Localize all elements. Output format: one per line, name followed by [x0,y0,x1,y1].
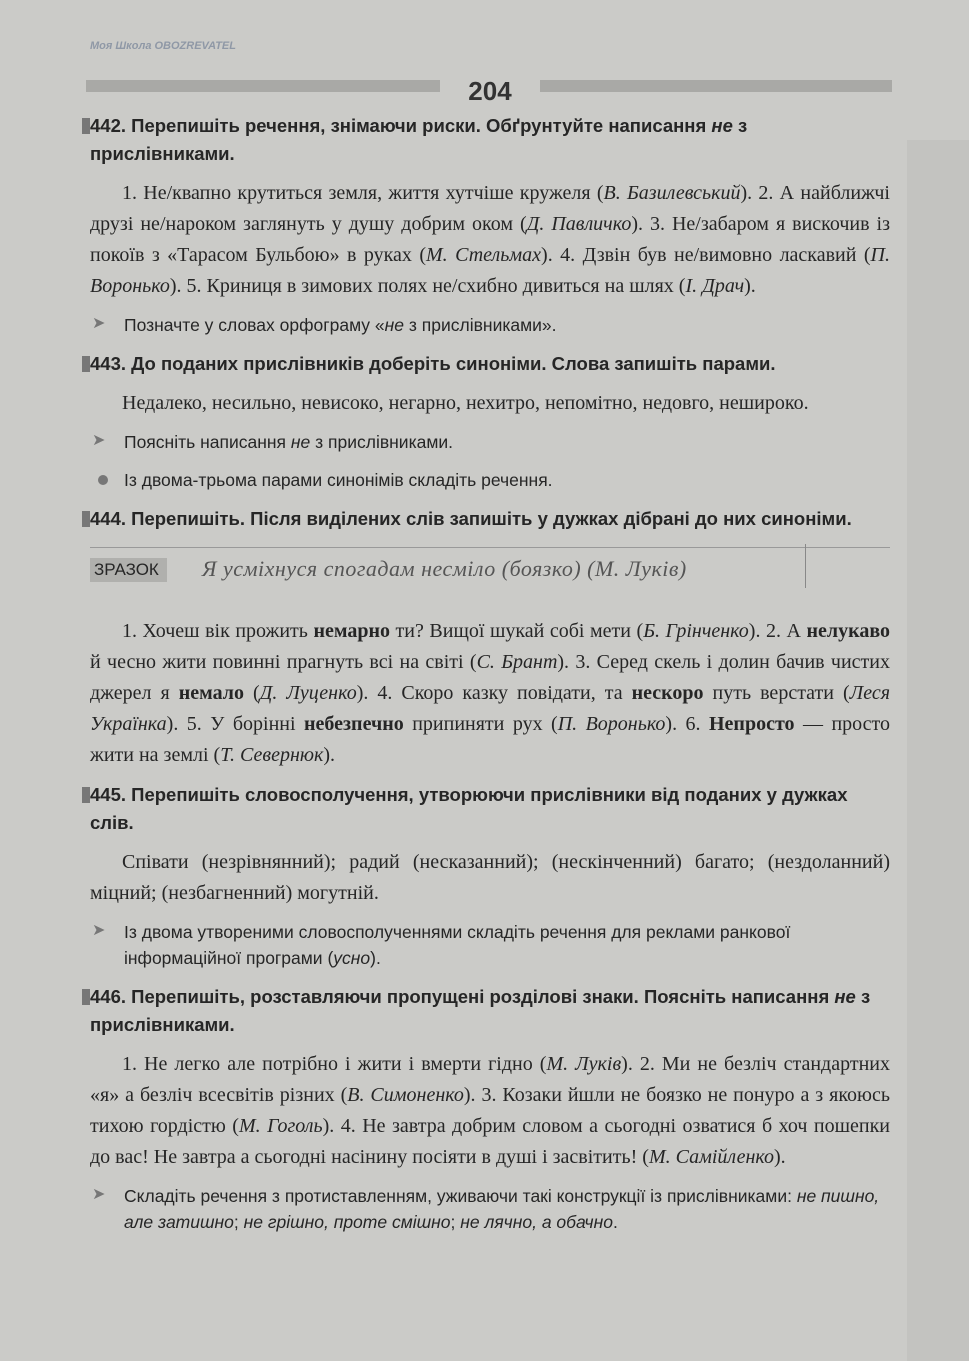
bullet-dot-icon [98,475,108,485]
text-segment: . [612,1212,618,1232]
highlighted-word: немарно [313,620,391,642]
author-or-italic-text: не грішно, проте смішно [243,1212,451,1232]
highlighted-word: нескоро [631,682,704,704]
text-segment: ). 2. А найближчі друзі не/нароком заглянуть у душу добрим оком ( [90,182,890,235]
text-segment: ). 3. Не/забаром я вискочив із покоїв з «Тарасом Бульбою» в руках ( [90,213,890,266]
author-or-italic-text: не [290,432,311,452]
highlighted-word: немало [178,682,244,704]
exercise-text [90,847,890,909]
text-segment: ). [370,948,381,968]
author-or-italic-text: І. Драч [685,275,745,297]
exercise-note [90,312,890,338]
author-or-italic-text: М. Самійленко [648,1146,775,1168]
sample-handwritten-text: Я усміхнуся спогадам несміло (боязко) (М. Луків) [202,556,687,581]
highlighted-word: нелукаво [806,620,891,642]
sample-box [90,547,890,594]
text-segment: ; [450,1212,461,1232]
text-segment: з прислівниками». [404,315,557,335]
text-segment: 443. До поданих прислівників доберіть синоніми. Слова запишіть парами. [90,353,776,374]
author-or-italic-text: В. Симоненко [347,1084,464,1106]
exercise-note [90,1183,890,1235]
author-or-italic-text: не [384,315,405,335]
text-segment: 1. Не легко але потрібно і жити і вмерти гідно ( [122,1053,547,1075]
author-or-italic-text: С. Брант [476,651,558,673]
author-or-italic-text: Д. Луценко [259,682,357,704]
exercise-heading [90,505,890,533]
text-segment: ). 3. Козаки йшли не боязко не понуро а з якоюсь тихою гордістю ( [90,1084,890,1137]
text-segment: ). 5. У борінні [166,713,304,735]
author-or-italic-text: М. Гоголь [238,1115,323,1137]
exercise-text [90,178,890,302]
pencil-arrow-icon: ➤ [92,432,106,449]
exercise-heading [90,112,890,168]
text-segment: 1. Хочеш вік прожить [122,620,314,642]
exercise-text [90,388,890,419]
highlighted-word: Непросто [709,713,795,735]
author-or-italic-text: М. Луків [546,1053,622,1075]
text-segment: з прислівниками. [90,986,871,1035]
page-number: 204 [440,76,540,107]
text-segment: ). [744,275,756,297]
text-segment: Позначте у словах орфограму « [124,315,385,335]
author-or-italic-text: П. Воронько [90,244,890,297]
text-segment: 446. Перепишіть, розставляючи пропущені розділові знаки. Поясніть написання [90,986,835,1007]
author-or-italic-text: Д. Павличко [526,213,632,235]
text-segment: ). 3. Серед скель і долин бачив чистих джерел я [90,651,890,704]
sample-label: ЗРАЗОК [90,558,167,582]
text-segment: Із двома-трьома парами синонімів складіть речення. [124,470,553,490]
text-segment: Співати (незрівнянний); радий (несказанний); (нескінченний) багато; (нездоланний) міцний; (незбагненний) могутній. [90,851,890,904]
text-segment: припиняти рух ( [403,713,558,735]
text-segment: ти? Вищої шукай собі мети ( [390,620,644,642]
text-segment: ). 4. Не завтра добрим словом а сьогодні озватися б хоч пошепки до вас! Не завтра а сьогодні насінину посіяти в душі і засвітить! ( [90,1115,890,1168]
text-segment: ). 5. Криниця в зимових полях не/схибно дивиться на шлях ( [169,275,686,297]
pencil-arrow-icon: ➤ [92,1186,106,1203]
highlighted-word: небезпечно [304,713,404,735]
exercise-heading [90,781,890,837]
exercise-note [90,467,890,493]
text-segment: ). 6. [665,713,709,735]
text-segment: з прислівниками. [310,432,454,452]
author-or-italic-text: Б. Грінченко [643,620,749,642]
author-or-italic-text: усно [333,948,371,968]
emphasis-text: не [711,115,733,136]
author-or-italic-text: В. Базилевський [603,182,741,204]
author-or-italic-text: Т. Севернюк [220,744,324,766]
text-segment: ). 2. А [748,620,807,642]
exercise-note [90,429,890,455]
text-segment: 445. Перепишіть словосполучення, утворюючи прислівники від поданих у дужках слів. [90,784,848,833]
text-segment: Із двома утвореними словосполученнями складіть речення для реклами ранкової інформаційної програми ( [124,922,791,968]
text-segment: 1. Не/квапно крутиться земля, життя хутчіше кружеля ( [122,182,604,204]
exercise-note [90,919,890,971]
text-segment: Недалеко, несильно, невисоко, негарно, нехитро, непомітно, недовго, неширoко. [122,392,809,414]
watermark: Моя Школа OBOZREVATEL [90,40,236,52]
text-segment: й чесно жити повинні прагнуть всі на світі ( [90,651,477,673]
text-segment: ; [233,1212,244,1232]
exercise-heading [90,350,890,378]
text-segment: путь верстати ( [703,682,850,704]
text-segment: ). 4. Скоро казку повідати, та [356,682,632,704]
text-segment: 442. Перепишіть речення, знімаючи риски. Обґрунтуйте написання [90,115,712,136]
emphasis-text: не [834,986,856,1007]
author-or-italic-text: П. Воронько [557,713,666,735]
exercise-text [90,1049,890,1173]
author-or-italic-text: Леся Українка [90,682,890,735]
author-or-italic-text: не пишно, але затишно [124,1186,880,1232]
page-edge-shadow [907,140,969,1361]
text-segment: Поясніть написання [124,432,291,452]
pencil-arrow-icon: ➤ [92,315,106,332]
text-segment: ). 4. Дзвін був не/вимовно ласкавий ( [541,244,871,266]
exercise-text [90,616,890,771]
author-or-italic-text: М. Стельмах [426,244,542,266]
text-segment: ). [774,1146,786,1168]
exercise-heading [90,983,890,1039]
pencil-arrow-icon: ➤ [92,922,106,939]
author-or-italic-text: не лячно, а обачно [460,1212,613,1232]
text-segment: з прислівниками. [90,115,748,164]
text-segment: 444. Перепишіть. Після виділених слів запишіть у дужках дібрані до них синоніми. [90,508,852,529]
page-content [90,112,890,1247]
text-segment: Складіть речення з протиставленням, уживаючи такі конструкції із прислівниками: [124,1186,797,1206]
text-segment: ). [323,744,336,766]
sample-divider [805,544,806,588]
text-segment: — просто жити на землі ( [90,713,890,766]
text-segment: ( [243,682,260,704]
text-segment: ). 2. Ми не безліч стандартних «я» а безліч всесвітів різних ( [90,1053,890,1106]
